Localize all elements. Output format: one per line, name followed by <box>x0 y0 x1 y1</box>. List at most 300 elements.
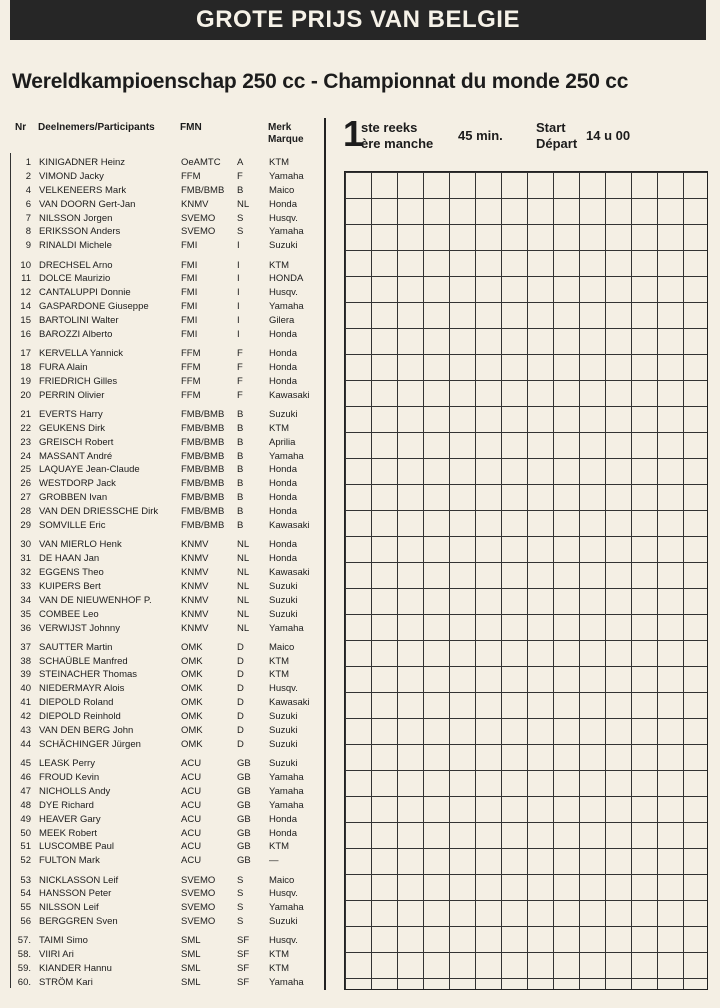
rider-number: 28 <box>20 506 31 518</box>
rider-country: S <box>237 212 244 224</box>
rider-federation: KNMV <box>181 566 209 578</box>
race-duration: 45 min. <box>458 128 503 143</box>
participant-group <box>11 347 311 403</box>
rider-name: GEUKENS Dirk <box>39 422 105 434</box>
participant-row <box>11 915 311 929</box>
rider-federation: SVEMO <box>181 226 216 238</box>
rider-number: 19 <box>20 375 31 387</box>
participant-row <box>11 538 311 552</box>
rider-brand: Honda <box>269 506 297 518</box>
participant-row <box>11 184 311 198</box>
participant-row <box>11 608 311 622</box>
participant-row <box>11 477 311 491</box>
rider-federation: FMB/BMB <box>181 408 225 420</box>
participant-row <box>11 710 311 724</box>
rider-name: MEEK Robert <box>39 827 98 839</box>
rider-country: D <box>237 711 244 723</box>
rider-name: FRIEDRICH Gilles <box>39 375 118 387</box>
rider-federation: FMB/BMB <box>181 422 225 434</box>
rider-country: I <box>237 287 240 299</box>
rider-country: D <box>237 655 244 667</box>
rider-country: I <box>237 315 240 327</box>
rider-name: DIEPOLD Roland <box>39 697 114 709</box>
rider-brand: Yamaha <box>269 170 304 182</box>
rider-brand: KTM <box>269 259 290 271</box>
rider-country: SF <box>237 949 250 961</box>
rider-country: NL <box>237 608 250 620</box>
rider-federation: SVEMO <box>181 888 216 900</box>
rider-name: KINIGADNER Heinz <box>39 157 126 168</box>
rider-country: I <box>237 240 240 252</box>
participant-row <box>11 580 311 594</box>
participant-row <box>11 854 311 868</box>
rider-number: 4 <box>25 184 31 196</box>
column-header-marque: Marque <box>268 134 304 145</box>
race-heat <box>361 120 433 152</box>
participant-group <box>11 156 311 253</box>
rider-country: NL <box>237 580 250 592</box>
rider-country: F <box>237 348 243 360</box>
rider-federation: SVEMO <box>181 902 216 914</box>
rider-country: S <box>237 874 244 886</box>
rider-country: NL <box>237 594 250 606</box>
rider-country: B <box>237 478 244 490</box>
rider-federation: KNMV <box>181 198 209 210</box>
rider-brand: KTM <box>269 963 290 975</box>
rider-country: SF <box>237 963 250 975</box>
lap-chart-grid <box>344 171 708 990</box>
participant-group <box>11 641 311 752</box>
rider-brand: Yamaha <box>269 301 304 313</box>
rider-federation: ACU <box>181 799 202 811</box>
rider-number: 51 <box>20 841 31 853</box>
participant-row <box>11 156 311 170</box>
rider-federation: FMB/BMB <box>181 520 225 532</box>
rider-name: CANTALUPPI Donnie <box>39 287 131 299</box>
rider-federation: KNMV <box>181 594 209 606</box>
rider-name: LAQUAYE Jean-Claude <box>39 464 140 476</box>
rider-country: NL <box>237 566 250 578</box>
rider-number: 33 <box>20 580 31 592</box>
rider-number: 40 <box>20 683 31 695</box>
rider-brand: Yamaha <box>269 622 304 634</box>
rider-federation: SVEMO <box>181 212 216 224</box>
rider-brand: Suzuki <box>269 758 298 770</box>
rider-number: 23 <box>20 436 31 448</box>
participant-row <box>11 389 311 403</box>
rider-name: GREISCH Robert <box>39 436 114 448</box>
race-start-label <box>536 120 577 152</box>
rider-brand: Husqv. <box>269 212 298 224</box>
rider-number: 8 <box>25 226 31 238</box>
rider-number: 57. <box>17 935 31 947</box>
participant-row <box>11 771 311 785</box>
rider-brand: KTM <box>269 655 290 667</box>
rider-brand: Yamaha <box>269 450 304 462</box>
rider-name: NICKLASSON Leif <box>39 874 119 886</box>
rider-federation: OMK <box>181 641 203 653</box>
column-header-fmn: FMN <box>180 122 202 133</box>
participant-row <box>11 272 311 286</box>
rider-number: 11 <box>21 273 31 285</box>
rider-name: VELKENEERS Mark <box>39 184 127 196</box>
rider-country: D <box>237 669 244 681</box>
rider-federation: FMB/BMB <box>181 492 225 504</box>
rider-federation: FMI <box>181 315 198 327</box>
rider-federation: KNMV <box>181 539 209 551</box>
participant-row <box>11 300 311 314</box>
participant-row <box>11 785 311 799</box>
rider-number: 1 <box>25 157 31 168</box>
rider-country: D <box>237 725 244 737</box>
participant-row <box>11 491 311 505</box>
participant-row <box>11 519 311 533</box>
rider-name: DYE Richard <box>39 799 94 811</box>
rider-federation: FMB/BMB <box>181 464 225 476</box>
participant-row <box>11 198 311 212</box>
rider-brand: Suzuki <box>269 916 298 928</box>
rider-brand: Honda <box>269 478 297 490</box>
rider-name: NICHOLLS Andy <box>39 785 111 797</box>
rider-country: B <box>237 450 244 462</box>
rider-country: B <box>237 408 244 420</box>
rider-brand: Suzuki <box>269 240 298 252</box>
rider-brand: Honda <box>269 328 297 340</box>
rider-country: GB <box>237 785 251 797</box>
column-divider <box>324 118 326 990</box>
rider-name: FURA Alain <box>39 361 88 373</box>
rider-country: B <box>237 422 244 434</box>
rider-country: NL <box>237 622 250 634</box>
rider-brand: — <box>269 855 279 867</box>
rider-federation: ACU <box>181 855 202 867</box>
rider-name: VAN DEN DRIESSCHE Dirk <box>39 506 159 518</box>
rider-federation: KNMV <box>181 580 209 592</box>
rider-name: LEASK Perry <box>39 758 95 770</box>
participant-row <box>11 408 311 422</box>
rider-brand: Yamaha <box>269 771 304 783</box>
rider-name: EVERTS Harry <box>39 408 103 420</box>
rider-brand: KTM <box>269 949 290 961</box>
rider-federation: FFM <box>181 170 201 182</box>
rider-brand: Husqv. <box>269 683 298 695</box>
participant-row <box>11 463 311 477</box>
rider-brand: Yamaha <box>269 226 304 238</box>
rider-number: 39 <box>20 669 31 681</box>
rider-name: KIANDER Hannu <box>39 963 112 975</box>
rider-brand: Suzuki <box>269 608 298 620</box>
rider-name: NILSSON Leif <box>39 902 99 914</box>
rider-name: NIEDERMAYR Alois <box>39 683 125 695</box>
participant-group <box>11 259 311 342</box>
rider-name: VAN DEN BERG John <box>39 725 134 737</box>
rider-federation: FFM <box>181 375 201 387</box>
column-header-participants: Deelnemers/Participants <box>38 122 155 133</box>
participant-row <box>11 901 311 915</box>
participant-row <box>11 170 311 184</box>
rider-number: 9 <box>25 240 31 252</box>
rider-federation: ACU <box>181 827 202 839</box>
rider-brand: Maico <box>269 184 295 196</box>
rider-name: SOMVILLE Eric <box>39 520 106 532</box>
rider-federation: KNMV <box>181 622 209 634</box>
participant-row <box>11 566 311 580</box>
rider-number: 29 <box>20 520 31 532</box>
rider-federation: SML <box>181 963 201 975</box>
rider-name: KUIPERS Bert <box>39 580 101 592</box>
rider-number: 54 <box>20 888 31 900</box>
rider-brand: Honda <box>269 348 297 360</box>
rider-number: 12 <box>20 287 31 299</box>
participant-row <box>11 375 311 389</box>
participant-group <box>11 408 311 533</box>
rider-name: WESTDORP Jack <box>39 478 116 490</box>
rider-federation: OMK <box>181 738 203 750</box>
participant-row <box>11 594 311 608</box>
participant-row <box>11 641 311 655</box>
participant-row <box>11 328 311 342</box>
participant-row <box>11 422 311 436</box>
rider-country: GB <box>237 771 251 783</box>
rider-country: S <box>237 916 244 928</box>
participant-row <box>11 212 311 226</box>
rider-number: 37 <box>20 641 31 653</box>
participant-group <box>11 874 311 930</box>
rider-number: 24 <box>20 450 31 462</box>
rider-brand: Yamaha <box>269 902 304 914</box>
rider-brand: HONDA <box>269 273 304 285</box>
rider-number: 36 <box>20 622 31 634</box>
rider-country: D <box>237 697 244 709</box>
rider-brand: Gilera <box>269 315 295 327</box>
rider-federation: FFM <box>181 389 201 401</box>
rider-number: 27 <box>20 492 31 504</box>
rider-country: B <box>237 184 244 196</box>
rider-federation: SML <box>181 976 201 988</box>
rider-name: VAN DOORN Gert-Jan <box>39 198 136 210</box>
rider-country: B <box>237 464 244 476</box>
participant-row <box>11 450 311 464</box>
participant-row <box>11 225 311 239</box>
rider-federation: ACU <box>181 813 202 825</box>
rider-number: 7 <box>25 212 31 224</box>
rider-number: 41 <box>20 697 31 709</box>
rider-federation: OMK <box>181 725 203 737</box>
participant-row <box>11 696 311 710</box>
rider-name: SCHÄCHINGER Jürgen <box>39 738 141 750</box>
rider-country: I <box>237 259 240 271</box>
rider-brand: Suzuki <box>269 408 298 420</box>
rider-federation: OMK <box>181 711 203 723</box>
participant-row <box>11 682 311 696</box>
participant-row <box>11 668 311 682</box>
rider-brand: Honda <box>269 375 297 387</box>
rider-country: D <box>237 738 244 750</box>
rider-name: BARTOLINI Walter <box>39 315 119 327</box>
participant-row <box>11 827 311 841</box>
rider-number: 20 <box>20 389 31 401</box>
participant-row <box>11 361 311 375</box>
rider-name: BERGGREN Sven <box>39 916 118 928</box>
rider-name: LUSCOMBE Paul <box>39 841 114 853</box>
start-label-nl: Start <box>536 120 566 135</box>
participant-row <box>11 948 311 962</box>
rider-country: I <box>237 273 240 285</box>
rider-number: 26 <box>20 478 31 490</box>
rider-name: DE HAAN Jan <box>39 553 100 565</box>
rider-brand: Honda <box>269 361 297 373</box>
rider-number: 56 <box>20 916 31 928</box>
rider-number: 25 <box>20 464 31 476</box>
rider-federation: FMB/BMB <box>181 184 225 196</box>
rider-name: VERWIJST Johnny <box>39 622 120 634</box>
rider-name: HANSSON Peter <box>39 888 112 900</box>
rider-federation: FMI <box>181 273 198 285</box>
rider-brand: KTM <box>269 841 290 853</box>
rider-federation: OMK <box>181 683 203 695</box>
rider-brand: Yamaha <box>269 785 304 797</box>
rider-brand: Suzuki <box>269 580 298 592</box>
rider-federation: ACU <box>181 771 202 783</box>
rider-federation: FMB/BMB <box>181 506 225 518</box>
rider-name: NILSSON Jorgen <box>39 212 113 224</box>
participant-row <box>11 887 311 901</box>
rider-name: RINALDI Michele <box>39 240 112 252</box>
rider-brand: Honda <box>269 539 297 551</box>
participant-group <box>11 934 311 990</box>
rider-number: 55 <box>20 902 31 914</box>
rider-country: SF <box>237 935 250 947</box>
rider-federation: FFM <box>181 361 201 373</box>
rider-name: GROBBEN Ivan <box>39 492 108 504</box>
rider-number: 32 <box>20 566 31 578</box>
rider-federation: FMI <box>181 259 198 271</box>
column-header-brand <box>268 122 304 146</box>
rider-federation: FFM <box>181 348 201 360</box>
rider-federation: FMB/BMB <box>181 436 225 448</box>
page-title: Wereldkampioenschap 250 cc - Championnat du monde 250 cc <box>12 70 629 93</box>
participant-row <box>11 552 311 566</box>
rider-country: S <box>237 226 244 238</box>
rider-country: GB <box>237 799 251 811</box>
rider-federation: OMK <box>181 669 203 681</box>
rider-number: 10 <box>20 259 31 271</box>
participant-row <box>11 799 311 813</box>
rider-brand: Suzuki <box>269 738 298 750</box>
rider-name: DOLCE Maurizio <box>39 273 111 285</box>
rider-country: F <box>237 389 243 401</box>
rider-name: PERRIN Olivier <box>39 389 105 401</box>
participant-row <box>11 505 311 519</box>
participant-row <box>11 813 311 827</box>
participant-row <box>11 976 311 990</box>
rider-federation: FMI <box>181 328 198 340</box>
rider-number: 50 <box>20 827 31 839</box>
participant-row <box>11 314 311 328</box>
rider-country: GB <box>237 813 251 825</box>
rider-name: SCHAÜBLE Manfred <box>39 655 128 667</box>
participant-row <box>11 840 311 854</box>
rider-country: B <box>237 492 244 504</box>
rider-number: 59. <box>17 963 31 975</box>
rider-number: 18 <box>20 361 31 373</box>
rider-name: DIEPOLD Reinhold <box>39 711 121 723</box>
heat-label-nl: ste reeks <box>361 120 418 135</box>
rider-number: 21 <box>20 408 31 420</box>
rider-name: HEAVER Gary <box>39 813 101 825</box>
rider-country: I <box>237 301 240 313</box>
rider-name: BAROZZI Alberto <box>39 328 113 340</box>
participant-group <box>11 538 311 635</box>
rider-brand: Aprilia <box>269 436 296 448</box>
rider-federation: OMK <box>181 697 203 709</box>
page-banner: GROTE PRIJS VAN BELGIE <box>10 0 706 40</box>
rider-federation: FMI <box>181 301 198 313</box>
rider-country: GB <box>237 841 251 853</box>
rider-number: 43 <box>20 725 31 737</box>
rider-number: 44 <box>20 738 31 750</box>
rider-name: KERVELLA Yannick <box>39 348 123 360</box>
participant-row <box>11 259 311 273</box>
rider-name: ERIKSSON Anders <box>39 226 121 238</box>
participant-row <box>11 874 311 888</box>
rider-name: VAN DE NIEUWENHOF P. <box>39 594 152 606</box>
participant-row <box>11 757 311 771</box>
rider-federation: SVEMO <box>181 916 216 928</box>
rider-country: B <box>237 506 244 518</box>
rider-country: B <box>237 520 244 532</box>
rider-country: GB <box>237 855 251 867</box>
rider-brand: Yamaha <box>269 976 304 988</box>
participant-list <box>10 153 321 988</box>
rider-federation: KNMV <box>181 608 209 620</box>
rider-brand: Maico <box>269 874 295 886</box>
rider-brand: Kawasaki <box>269 520 310 532</box>
rider-federation: ACU <box>181 758 202 770</box>
rider-name: MASSANT André <box>39 450 113 462</box>
rider-federation: SVEMO <box>181 874 216 886</box>
rider-name: STEINACHER Thomas <box>39 669 138 681</box>
rider-number: 34 <box>20 594 31 606</box>
rider-country: S <box>237 902 244 914</box>
rider-brand: Kawasaki <box>269 697 310 709</box>
participant-row <box>11 962 311 976</box>
rider-brand: Maico <box>269 641 295 653</box>
rider-number: 49 <box>20 813 31 825</box>
rider-name: SAUTTER Martin <box>39 641 113 653</box>
rider-brand: Suzuki <box>269 594 298 606</box>
rider-brand: Honda <box>269 492 297 504</box>
rider-number: 46 <box>20 771 31 783</box>
rider-brand: Honda <box>269 827 297 839</box>
participant-row <box>11 347 311 361</box>
rider-country: S <box>237 888 244 900</box>
column-header-nr: Nr <box>15 122 27 133</box>
rider-brand: Kawasaki <box>269 566 310 578</box>
rider-country: F <box>237 361 243 373</box>
participant-group <box>11 757 311 868</box>
rider-brand: Honda <box>269 813 297 825</box>
rider-number: 45 <box>20 758 31 770</box>
rider-brand: Husqv. <box>269 287 298 299</box>
start-label-fr: Départ <box>536 136 578 151</box>
rider-federation: SML <box>181 935 201 947</box>
rider-number: 42 <box>20 711 31 723</box>
rider-country: A <box>237 157 244 168</box>
rider-federation: FMB/BMB <box>181 450 225 462</box>
rider-name: GASPARDONE Giuseppe <box>39 301 149 313</box>
rider-brand: Suzuki <box>269 711 298 723</box>
